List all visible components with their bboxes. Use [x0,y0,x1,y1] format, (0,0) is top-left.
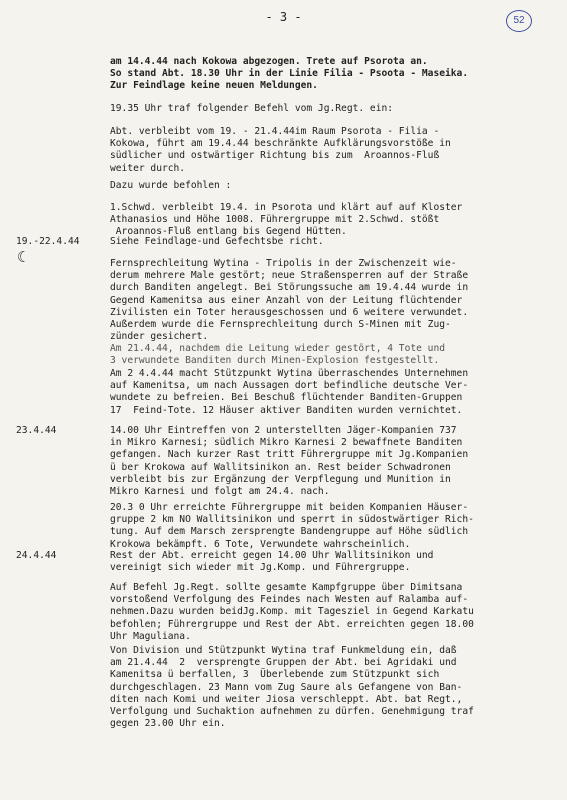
paragraph-5: 1.Schwd. verbleibt 19.4. in Psorota und klärt auf auf Kloster Athanasios und Höhe 1008. Führergruppe mit 2.Schwd. stößt Aroannos-Fluß entlang bis Gegend Hütten. [110,202,463,238]
paragraph-3: Abt. verbleibt vom 19. - 21.4.44im Raum Psorota - Filia - Kokowa, führt am 19.4.44 beschränkte Aufklärungsvorstöße in südlicher und ostwärtiger Richtung bis zum Aroannos-Fluß weiter durch. [110,126,451,174]
paragraph-2: 19.35 Uhr traf folgender Befehl vom Jg.Regt. ein: [110,103,394,114]
paragraph-10: 14.00 Uhr Eintreffen von 2 unterstellten Jäger-Kompanien 737 in Mikro Karnesi; südlich Mikro Karnesi 2 bewaffnete Banditen gefangen. Nach kurzer Rast tritt Führergruppe mit Jg.Kompanien ü ber Krokowa auf Wallitsinikon an. Rest beider Schwadronen verbleibt bis zur Ergänzung der Verpflegung und Munition in Mikro Karnesi und folgt am 24.4. nach. [110,425,469,498]
page-number: - 3 - [265,10,302,24]
paragraph-4: Dazu wurde befohlen : [110,180,232,191]
date-23: 23.4.44 [16,425,57,436]
paragraph-9: Am 2 4.4.44 macht Stützpunkt Wytina überraschendes Unternehmen auf Kamenitsa, um nach Aussagen dort befindliche deutsche Ver- wundete zu befreien. Bei Beschuß flüchtender Banditen-Gruppen 17 Feind-Tote. 12 Häuser aktiver Banditen wurden vernichtet. [110,368,469,416]
date-19-22: 19.-22.4.44 [16,236,80,247]
paragraph-8: Am 21.4.44, nachdem die Leitung wieder gestört, 4 Tote und 3 verwundete Banditen durch Minen-Explosion festgestellt. [110,343,446,367]
paragraph-14: Von Division und Stützpunkt Wytina traf Funkmeldung ein, daß am 21.4.44 2 versprengte Gruppen der Abt. bei Agridaki und Kamenitsa ü berfallen, 3 Überlebende zum Stützpunkt sich durchgeschlagen. 23 Mann vom Zug Saure als Gefangene von Ban- diten nach Komi und weiter Jiosa verschleppt. Abt. bat Regt., Verfolgung und Suchaktion aufnehmen zu dürfen. Genehmigung traf gegen 23.00 Uhr ein. [110,645,474,730]
paragraph-11: 20.3 0 Uhr erreichte Führergruppe mit beiden Kompanien Häuser- gruppe 2 km NO Wallitsinikon und sperrt in südostwärtiger Rich- tung. Auf dem Marsch zersprengte Bandengruppe auf Höhe südlich Krokowa bekämpft. 6 Tote, Verwundete wahrscheinlich. [110,502,474,550]
paragraph-7: Fernsprechleitung Wytina - Tripolis in der Zwischenzeit wie- derum mehrere Male gestört; neue Straßensperren auf der Straße durch Banditen angelegt. Bei Störungssuche am 19.4.44 wurde in Gegend Kamenitsa aus einer Anzahl von der Leitung flüchtender Zivilisten ein Toter herausgeschossen und 6 weitere verwundet. Außerdem wurde die Fernsprechleitung durch S-Minen mit Zug- zünder gesichert. [110,258,469,343]
paragraph-1: am 14.4.44 nach Kokowa abgezogen. Trete auf Psorota an. So stand Abt. 18.30 Uhr in der Linie Filia - Psoota - Maseika. Zur Feindlage keine neuen Meldungen. [110,56,469,92]
paragraph-6: Siehe Feindlage-und Gefechtsbe richt. [110,236,324,247]
paragraph-12: Rest der Abt. erreicht gegen 14.00 Uhr Wallitsinikon und vereinigt sich wieder mit Jg.Komp. und Führergruppe. [110,550,434,574]
paragraph-13: Auf Befehl Jg.Regt. sollte gesamte Kampfgruppe über Dimitsana vorstoßend Verfolgung des Feindes nach Westen auf Ralamba auf- nehmen.Dazu wurden beidJg.Komp. mit Tagesziel in Gegend Karkatu befohlen; Führergruppe und Rest der Abt. erreichten gegen 18.00 Uhr Maguliana. [110,582,474,642]
date-24: 24.4.44 [16,550,57,561]
moon-mark-icon: ☾ [17,248,27,266]
page-stamp: 52 [506,10,532,32]
